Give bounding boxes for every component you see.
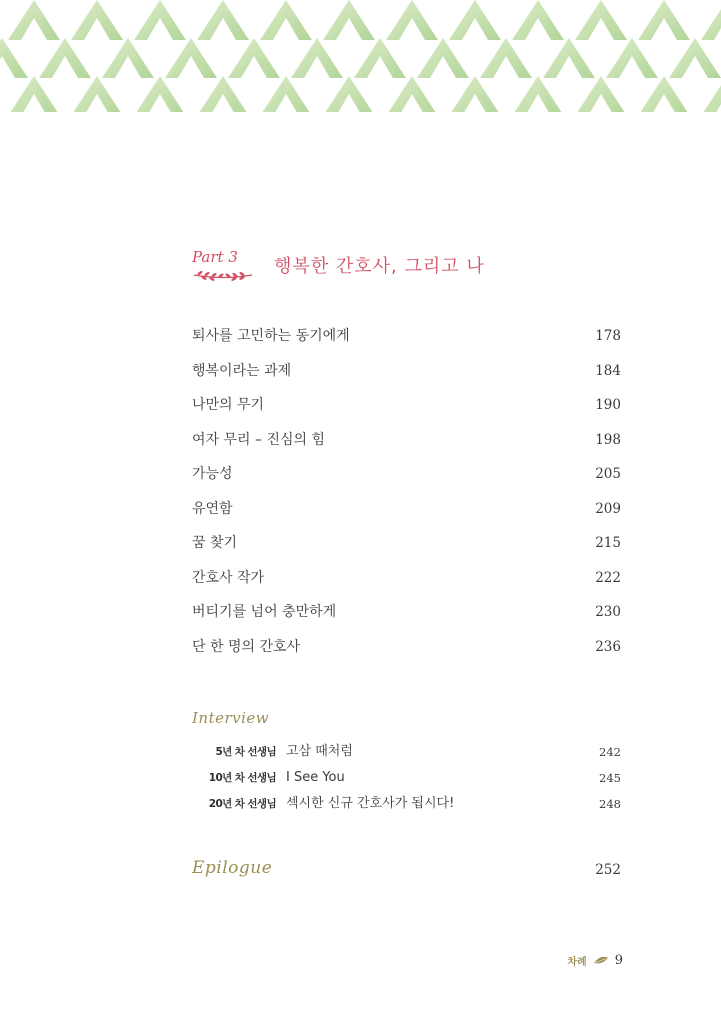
laurel-icon bbox=[192, 268, 254, 282]
toc-entry-page: 236 bbox=[595, 638, 621, 655]
chevron-mark bbox=[228, 38, 280, 78]
interview-entry-title: I See You bbox=[286, 770, 345, 785]
toc-entry[interactable] bbox=[192, 632, 621, 667]
toc-entry[interactable] bbox=[192, 390, 621, 425]
chevron-mark bbox=[480, 38, 532, 78]
toc-entry-page: 222 bbox=[595, 569, 621, 586]
chevron-mark bbox=[543, 38, 595, 78]
interview-entry-who: 10년 차 선생님 bbox=[208, 772, 276, 784]
toc-entry-title: 나만의 무기 bbox=[192, 397, 265, 413]
toc-entry-title: 버티기를 넘어 충만하게 bbox=[192, 604, 337, 620]
toc-entry-title: 간호사 작가 bbox=[192, 569, 265, 586]
chevron-mark bbox=[638, 0, 690, 40]
chevron-mark bbox=[8, 76, 60, 112]
interview-entry-title: 섹시한 신규 간호사가 됩시다! bbox=[286, 796, 455, 811]
toc-entry[interactable] bbox=[192, 528, 621, 563]
chevron-mark bbox=[197, 0, 249, 40]
interview-entry[interactable] bbox=[192, 740, 621, 766]
chevron-mark bbox=[8, 0, 60, 40]
toc-entry-title: 유연함 bbox=[192, 500, 233, 517]
toc-entry-page: 230 bbox=[595, 604, 621, 620]
chevron-mark bbox=[386, 0, 438, 40]
chevron-mark bbox=[71, 76, 123, 112]
chevron-mark bbox=[291, 38, 343, 78]
chevron-mark bbox=[134, 76, 186, 112]
chevron-mark bbox=[575, 76, 627, 112]
toc-entry[interactable] bbox=[192, 494, 621, 529]
chevron-mark bbox=[386, 76, 438, 112]
page-footer bbox=[567, 950, 623, 970]
part-label: Part 3 bbox=[192, 248, 238, 266]
chevron-mark bbox=[417, 38, 469, 78]
page-number: 9 bbox=[614, 952, 623, 968]
chevron-mark bbox=[260, 76, 312, 112]
toc-entry[interactable] bbox=[192, 597, 621, 632]
footer-label: 차례 bbox=[567, 956, 587, 968]
chevron-mark bbox=[354, 38, 406, 78]
chevron-mark bbox=[701, 0, 721, 40]
leaf-icon bbox=[593, 955, 609, 965]
toc-list bbox=[192, 321, 621, 666]
toc-entry-title: 꿈 찾기 bbox=[192, 535, 238, 551]
toc-entry-title: 행복이라는 과제 bbox=[192, 362, 292, 379]
interview-entry-page: 242 bbox=[599, 745, 621, 759]
toc-entry[interactable] bbox=[192, 356, 621, 391]
chevron-mark bbox=[39, 38, 91, 78]
chevron-mark bbox=[449, 0, 501, 40]
chevron-mark bbox=[197, 76, 249, 112]
toc-entry-title: 여자 무리 – 진심의 힘 bbox=[192, 431, 325, 448]
interview-entry-page: 248 bbox=[599, 797, 621, 811]
chevron-mark bbox=[260, 0, 312, 40]
toc-entry-page: 205 bbox=[595, 466, 621, 482]
interview-entry-title: 고삼 때처럼 bbox=[286, 744, 353, 759]
epilogue-page: 252 bbox=[595, 862, 621, 878]
toc-entry-page: 215 bbox=[595, 535, 621, 551]
chevron-mark bbox=[606, 38, 658, 78]
interview-entry-page: 245 bbox=[599, 771, 621, 785]
toc-entry-page: 178 bbox=[595, 328, 621, 344]
toc-entry[interactable] bbox=[192, 459, 621, 494]
chevron-mark bbox=[638, 76, 690, 112]
chevron-mark bbox=[0, 38, 28, 78]
chevron-mark bbox=[512, 76, 564, 112]
toc-entry[interactable] bbox=[192, 563, 621, 598]
interview-entry[interactable] bbox=[192, 792, 621, 818]
part-title: 행복한 간호사, 그리고 나 bbox=[274, 256, 485, 277]
interview-heading: Interview bbox=[192, 709, 270, 727]
toc-entry-page: 190 bbox=[595, 397, 621, 413]
epilogue-heading[interactable]: Epilogue bbox=[192, 858, 273, 878]
chevron-mark bbox=[512, 0, 564, 40]
interview-entry-who: 5년 차 선생님 bbox=[215, 746, 276, 758]
toc-entry-page: 184 bbox=[595, 362, 621, 379]
chevron-mark bbox=[165, 38, 217, 78]
toc-entry-page: 198 bbox=[595, 431, 621, 448]
chevron-mark bbox=[669, 38, 721, 78]
toc-entry-title: 퇴사를 고민하는 동기에게 bbox=[192, 328, 350, 344]
chevron-mark bbox=[323, 76, 375, 112]
header-chevron-pattern bbox=[0, 0, 721, 112]
toc-entry-title: 가능성 bbox=[192, 466, 233, 482]
interview-entry-who: 20년 차 선생님 bbox=[208, 798, 276, 810]
toc-entry-page: 209 bbox=[595, 500, 621, 517]
chevron-mark bbox=[449, 76, 501, 112]
interview-list bbox=[192, 740, 621, 818]
chevron-mark bbox=[701, 76, 721, 112]
chevron-mark bbox=[575, 0, 627, 40]
toc-entry[interactable] bbox=[192, 321, 621, 356]
interview-entry[interactable] bbox=[192, 766, 621, 792]
toc-entry[interactable] bbox=[192, 425, 621, 460]
chevron-mark bbox=[71, 0, 123, 40]
chevron-mark bbox=[323, 0, 375, 40]
chevron-mark bbox=[102, 38, 154, 78]
chevron-mark bbox=[134, 0, 186, 40]
toc-entry-title: 단 한 명의 간호사 bbox=[192, 638, 301, 655]
